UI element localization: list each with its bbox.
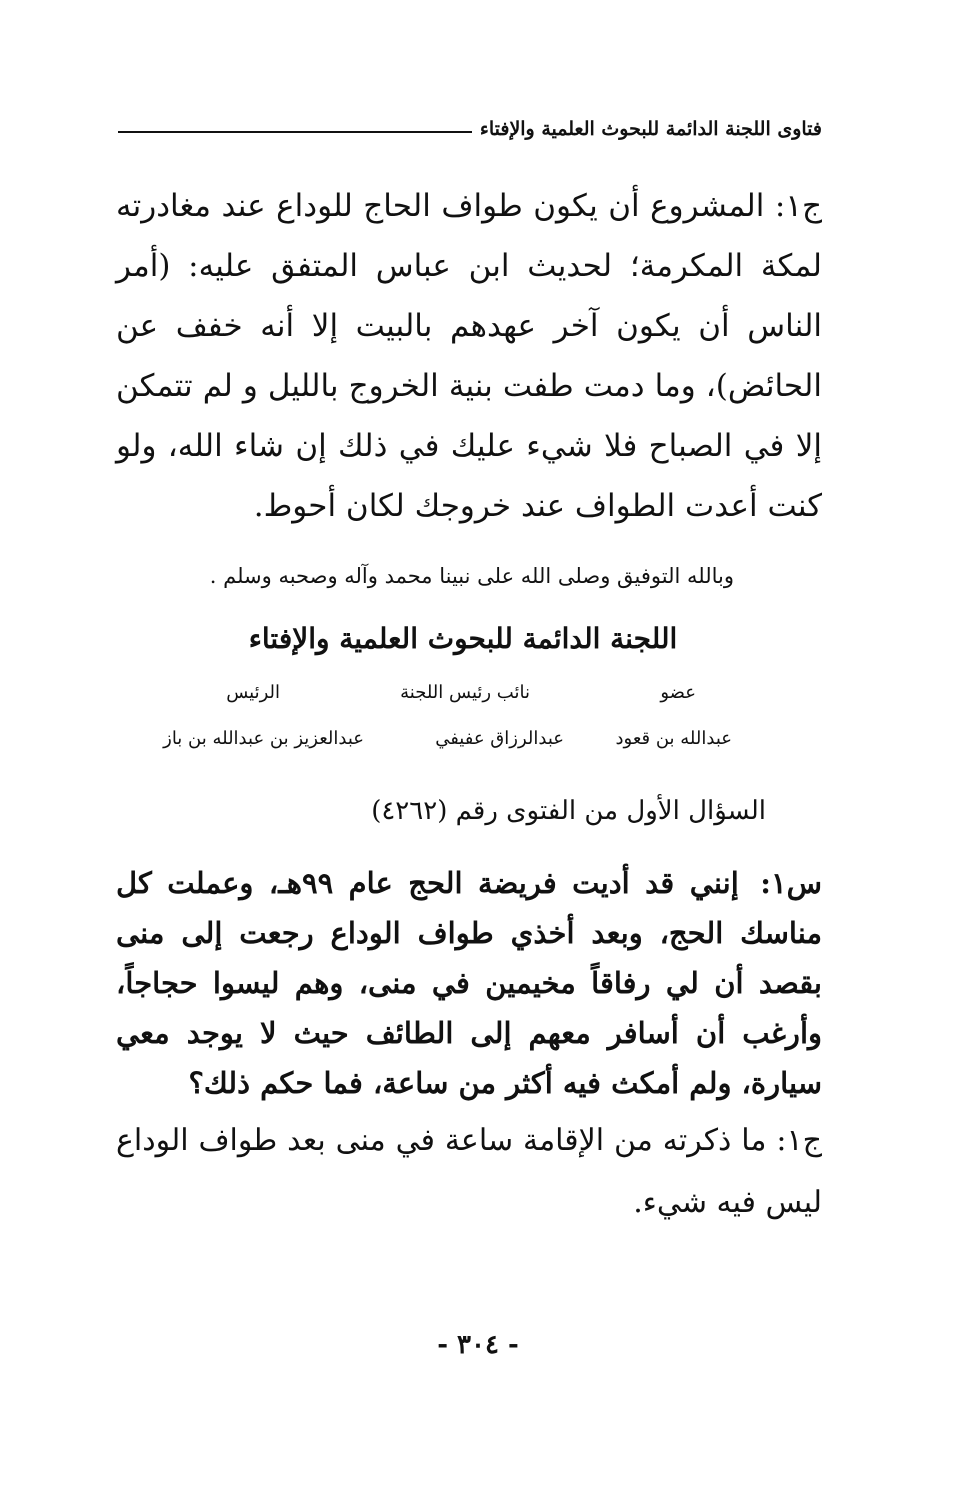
running-header: [118, 112, 822, 146]
question-1-paragraph: [116, 858, 822, 1108]
chair-name: عبدالعزيز بن عبدالله بن باز: [163, 728, 364, 749]
member-role: عضو: [660, 682, 696, 703]
fatwa-title: السؤال الأول من الفتوى رقم (٤٢٦٢): [371, 796, 766, 826]
header-title: فتاوى اللجنة الدائمة للبحوث العلمية والإفتاء: [479, 118, 822, 140]
answer-2-label: ج١:: [776, 1123, 822, 1158]
question-1-text: إنني قد أديت فريضة الحج عام ٩٩هـ، وعملت كل مناسك الحج، وبعد أخذي طواف الوداع رجعت إلى منى بقصد أن لي رفاقاً مخيمين في منى، وهم ليسوا حجاجاً، وأرغب أن أسافر معهم إلى الطائف حيث لا يوجد معي سيارة، ولم أمكث فيه أكثر من ساعة، فما حكم ذلك؟: [116, 866, 822, 1100]
chair-role: الرئيس: [226, 682, 280, 703]
answer-2-paragraph: [116, 1110, 822, 1234]
header-rule: [118, 131, 472, 133]
answer-1-paragraph: [116, 176, 822, 536]
member-name: عبدالله بن قعود: [615, 728, 732, 749]
vice-chair-name: عبدالرزاق عفيفي: [435, 728, 564, 749]
closing-line: وبالله التوفيق وصلى الله على نبينا محمد وآله وصحبه وسلم .: [209, 564, 734, 588]
committee-name: اللجنة الدائمة للبحوث العلمية والإفتاء: [248, 622, 678, 655]
question-1-label: س١:: [760, 866, 822, 900]
answer-1-label: ج١:: [774, 188, 823, 224]
vice-chair-role: نائب رئيس اللجنة: [400, 682, 530, 703]
page-number: - ٣٠٤ -: [437, 1330, 519, 1360]
answer-1-text: المشروع أن يكون طواف الحاج للوداع عند مغادرته لمكة المكرمة؛ لحديث ابن عباس المتفق عليه: (أمر الناس أن يكون آخر عهدهم بالبيت إلا أنه خفف عن الحائض)، وما دمت طفت بنية الخروج بالليل و لم تتمكن إلا في الصباح فلا شيء عليك في ذلك إن شاء الله، ولو كنت أعدت الطواف عند خروجك لكان أحوط.: [116, 188, 822, 524]
answer-2-text: ما ذكرته من الإقامة ساعة في منى بعد طواف الوداع ليس فيه شيء.: [116, 1123, 822, 1220]
